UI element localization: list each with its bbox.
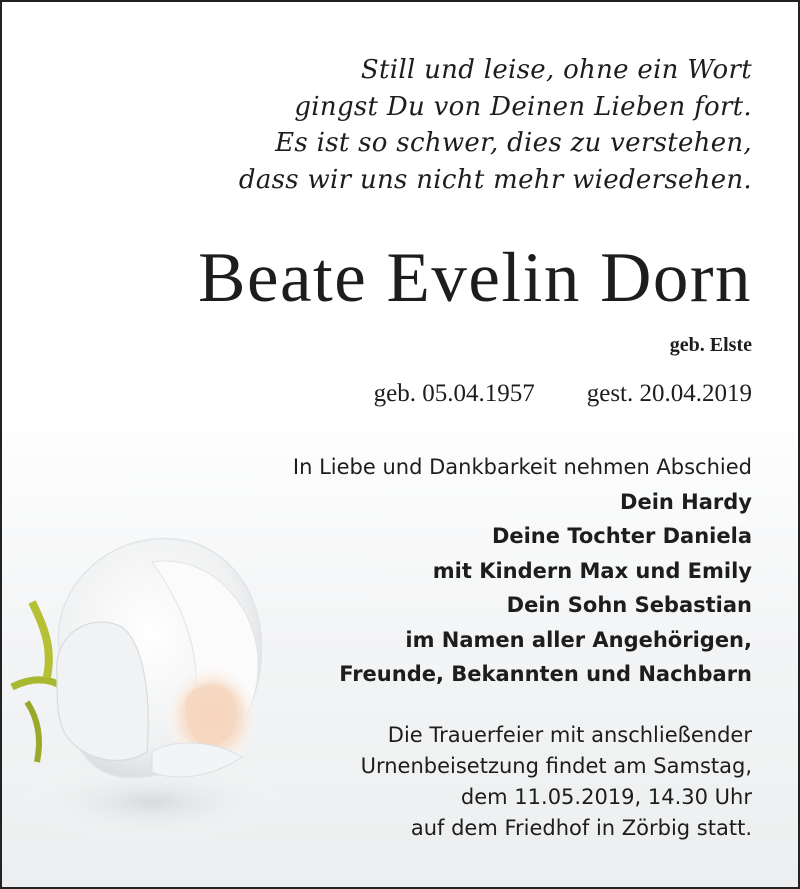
farewell-intro: In Liebe und Dankbarkeit nehmen Abschied [292, 455, 752, 479]
ceremony-line: Urnenbeisetzung findet am Samstag, [360, 753, 752, 778]
maiden-name: geb. Elste [669, 334, 752, 356]
deceased-name: Beate Evelin Dorn [198, 239, 752, 317]
mourner-line: mit Kindern Max und Emily [432, 558, 752, 583]
mourner-line: Dein Hardy [620, 489, 752, 514]
ceremony-line: Die Trauerfeier mit anschließender [387, 722, 752, 747]
mourner-line: Deine Tochter Daniela [491, 524, 752, 548]
poem-line: Still und leise, ohne ein Wort [360, 55, 752, 85]
poem-line: Es ist so schwer, dies zu verstehen, [275, 128, 752, 158]
poem-line: gingst Du von Deinen Lieben fort. [294, 91, 752, 122]
life-dates [42, 378, 752, 410]
death-date: gest. 20.04.2019 [586, 380, 752, 407]
poem-line: dass wir uns nicht mehr wiedersehen. [238, 164, 752, 195]
ceremony-details [42, 720, 752, 844]
obituary-content [42, 2, 752, 844]
memorial-poem [42, 52, 752, 198]
ceremony-line: dem 11.05.2019, 14.30 Uhr [460, 784, 752, 809]
mourner-line: Dein Sohn Sebastian [506, 593, 752, 617]
birth-date: geb. 05.04.1957 [373, 380, 535, 407]
mourner-line: Freunde, Bekannten und Nachbarn [339, 662, 752, 686]
ceremony-line: auf dem Friedhof in Zörbig statt. [410, 815, 752, 840]
mourner-line: im Namen aller Angehörigen, [405, 627, 752, 652]
